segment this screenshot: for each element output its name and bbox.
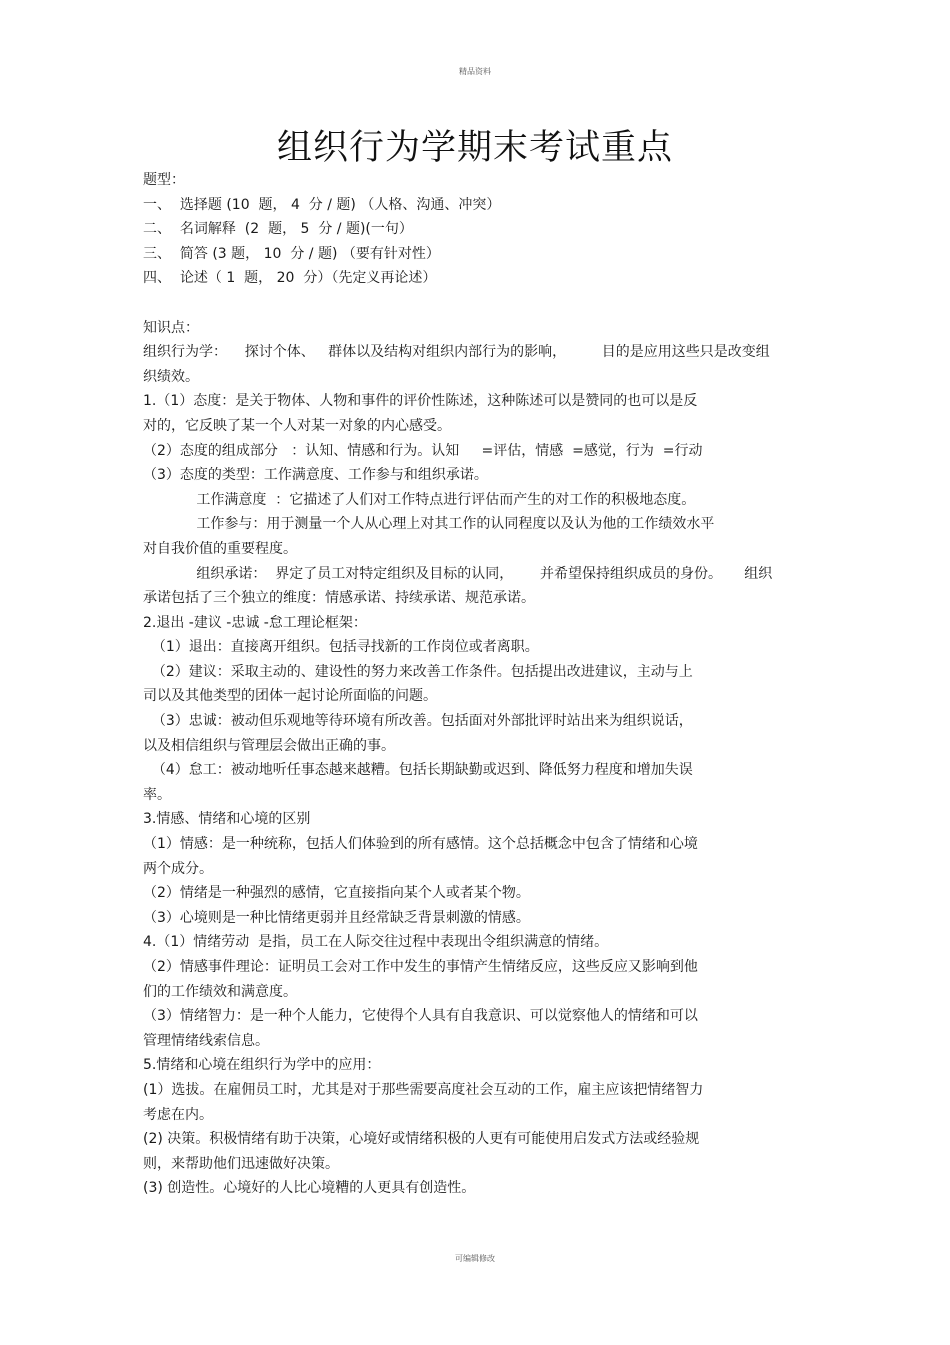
text-line: （2）情绪是一种强烈的感情，它直接指向某个人或者某个物。 xyxy=(143,885,530,902)
text-line: 工作满意度 ：它描述了人们对工作特点进行评估而产生的对工作的积极地态度。 xyxy=(143,491,696,508)
text-line: （3）情绪智力：是一种个人能力，它使得个人具有自我意识、可以觉察他人的情绪和可以 xyxy=(143,1008,698,1025)
text-line: （3）态度的类型：工作满意度、工作参与和组织承诺。 xyxy=(143,467,488,484)
text-line: (2) 决策。积极情绪有助于决策，心境好或情绪积极的人更有可能使用启发式方法或经验规 xyxy=(143,1131,700,1148)
text-line: 知识点： xyxy=(143,319,199,336)
text-line: 承诺包括了三个独立的维度：情感承诺、持续承诺、规范承诺。 xyxy=(143,590,535,607)
document-body xyxy=(143,168,808,1201)
page-footer-note: 可编辑修改 xyxy=(455,1254,495,1263)
text-line: 管理情绪线索信息。 xyxy=(143,1032,269,1049)
text-line: 题型： xyxy=(143,172,185,188)
text-line: （1）退出：直接离开组织。包括寻找新的工作岗位或者离职。 xyxy=(143,639,539,656)
text-line: 5.情绪和心境在组织行为学中的应用： xyxy=(143,1057,381,1074)
text-line: （2）情感事件理论：证明员工会对工作中发生的事情产生情绪反应，这些反应又影响到他 xyxy=(143,959,698,975)
text-line: 工作参与：用于测量一个人从心理上对其工作的认同程度以及认为他的工作绩效水平 xyxy=(143,516,715,533)
text-line: 四、 论述（ 1 题， 20 分）（先定义再论述） xyxy=(143,270,437,287)
text-line: 以及相信组织与管理层会做出正确的事。 xyxy=(143,737,395,754)
text-line: 司以及其他类型的团体一起讨论所面临的问题。 xyxy=(143,688,437,705)
text-line: 组织承诺： 界定了员工对特定组织及目标的认同， 并希望保持组织成员的身份。 组织 xyxy=(143,565,773,582)
text-line: 们的工作绩效和满意度。 xyxy=(143,983,297,1000)
text-line: 一、 选择题 (10 题， 4 分 / 题) （人格、沟通、冲突） xyxy=(143,196,501,213)
text-line: （2）建议：采取主动的、建设性的努力来改善工作条件。包括提出改进建议，主动与上 xyxy=(143,663,693,680)
text-line: 率。 xyxy=(143,786,171,803)
text-line: 对的，它反映了某一个人对某一对象的内心感受。 xyxy=(143,417,451,434)
text-line: 1.（1）态度：是关于物体、人物和事件的评价性陈述，这种陈述可以是赞同的也可以是反 xyxy=(143,393,698,410)
text-line: （2）态度的组成部分 ：认知、情感和行为。认知 =评估，情感 =感觉，行为 =行动 xyxy=(143,442,703,459)
blank-line xyxy=(143,291,808,316)
text-line: （1）情感：是一种统称，包括人们体验到的所有感情。这个总括概念中包含了情绪和心境 xyxy=(143,836,698,853)
text-line: 则，来帮助他们迅速做好决策。 xyxy=(143,1155,339,1172)
text-line: （3）心境则是一种比情绪更弱并且经常缺乏背景刺激的情感。 xyxy=(143,909,530,926)
text-line: 组织行为学： 探讨个体、 群体以及结构对组织内部行为的影响， 目的是应用这些只是改变组 xyxy=(143,344,770,361)
text-line: 3.情感、情绪和心境的区别 xyxy=(143,811,311,828)
text-line: 考虑在内。 xyxy=(143,1106,213,1123)
text-line: 对自我价值的重要程度。 xyxy=(143,540,297,557)
text-line: （3）忠诚：被动但乐观地等待环境有所改善。包括面对外部批评时站出来为组织说话， xyxy=(143,713,693,730)
text-line: （4）怠工：被动地听任事态越来越糟。包括长期缺勤或迟到、降低努力程度和增加失误 xyxy=(143,762,693,779)
text-line: 织绩效。 xyxy=(143,368,199,385)
document-title: 组织行为学期末考试重点 xyxy=(276,128,673,168)
text-line: 2.退出 -建议 -忠诚 -怠工理论框架： xyxy=(143,614,367,631)
page-header-note: 精品资料 xyxy=(459,67,491,76)
text-line: (1）选拔。在雇佣员工时，尤其是对于那些需要高度社会互动的工作，雇主应该把情绪智力 xyxy=(143,1081,704,1098)
text-line: (3) 创造性。心境好的人比心境糟的人更具有创造性。 xyxy=(143,1180,476,1197)
text-line: 三、 简答 (3 题， 10 分 / 题) （要有针对性） xyxy=(143,245,440,262)
text-line: 二、 名词解释 (2 题， 5 分 / 题)(一句） xyxy=(143,221,413,238)
text-line: 两个成分。 xyxy=(143,860,213,877)
text-line: 4.（1）情绪劳动 是指，员工在人际交往过程中表现出令组织满意的情绪。 xyxy=(143,934,609,951)
